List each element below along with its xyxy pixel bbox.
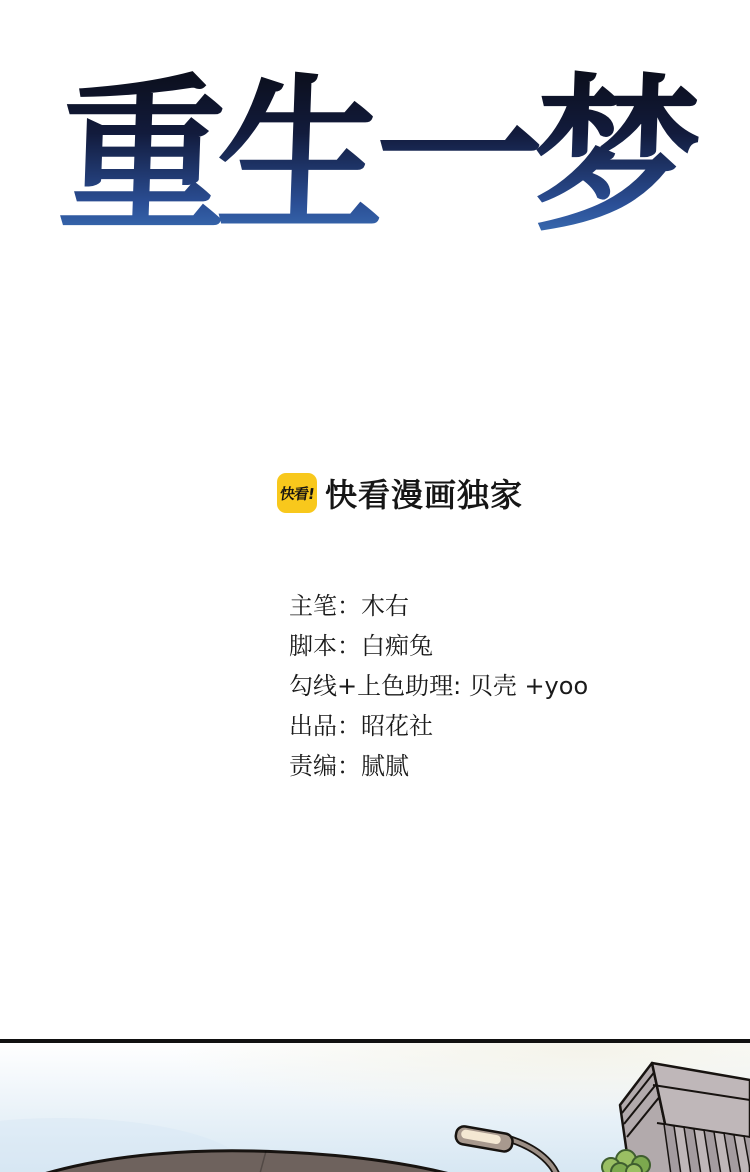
publisher-row	[277, 470, 523, 516]
foliage-blob	[626, 1164, 642, 1172]
credit-production: 出品：昭花社	[289, 712, 433, 740]
credit-editor: 责编：腻腻	[289, 752, 409, 780]
credit-lead-artist: 主笔：木右	[289, 592, 409, 620]
kuaikan-badge-text: 快看!	[278, 484, 316, 503]
credit-lineart-color-assistant: 勾线+上色助理: 贝壳 +yoo	[289, 672, 589, 700]
credits-block	[289, 586, 588, 786]
comic-panel	[0, 1043, 750, 1172]
publisher-label: 快看漫画独家	[325, 476, 524, 514]
comic-title: 重生一梦	[0, 58, 750, 256]
kuaikan-badge-icon	[277, 473, 317, 513]
credit-script: 脚本：白痴兔	[289, 632, 433, 660]
